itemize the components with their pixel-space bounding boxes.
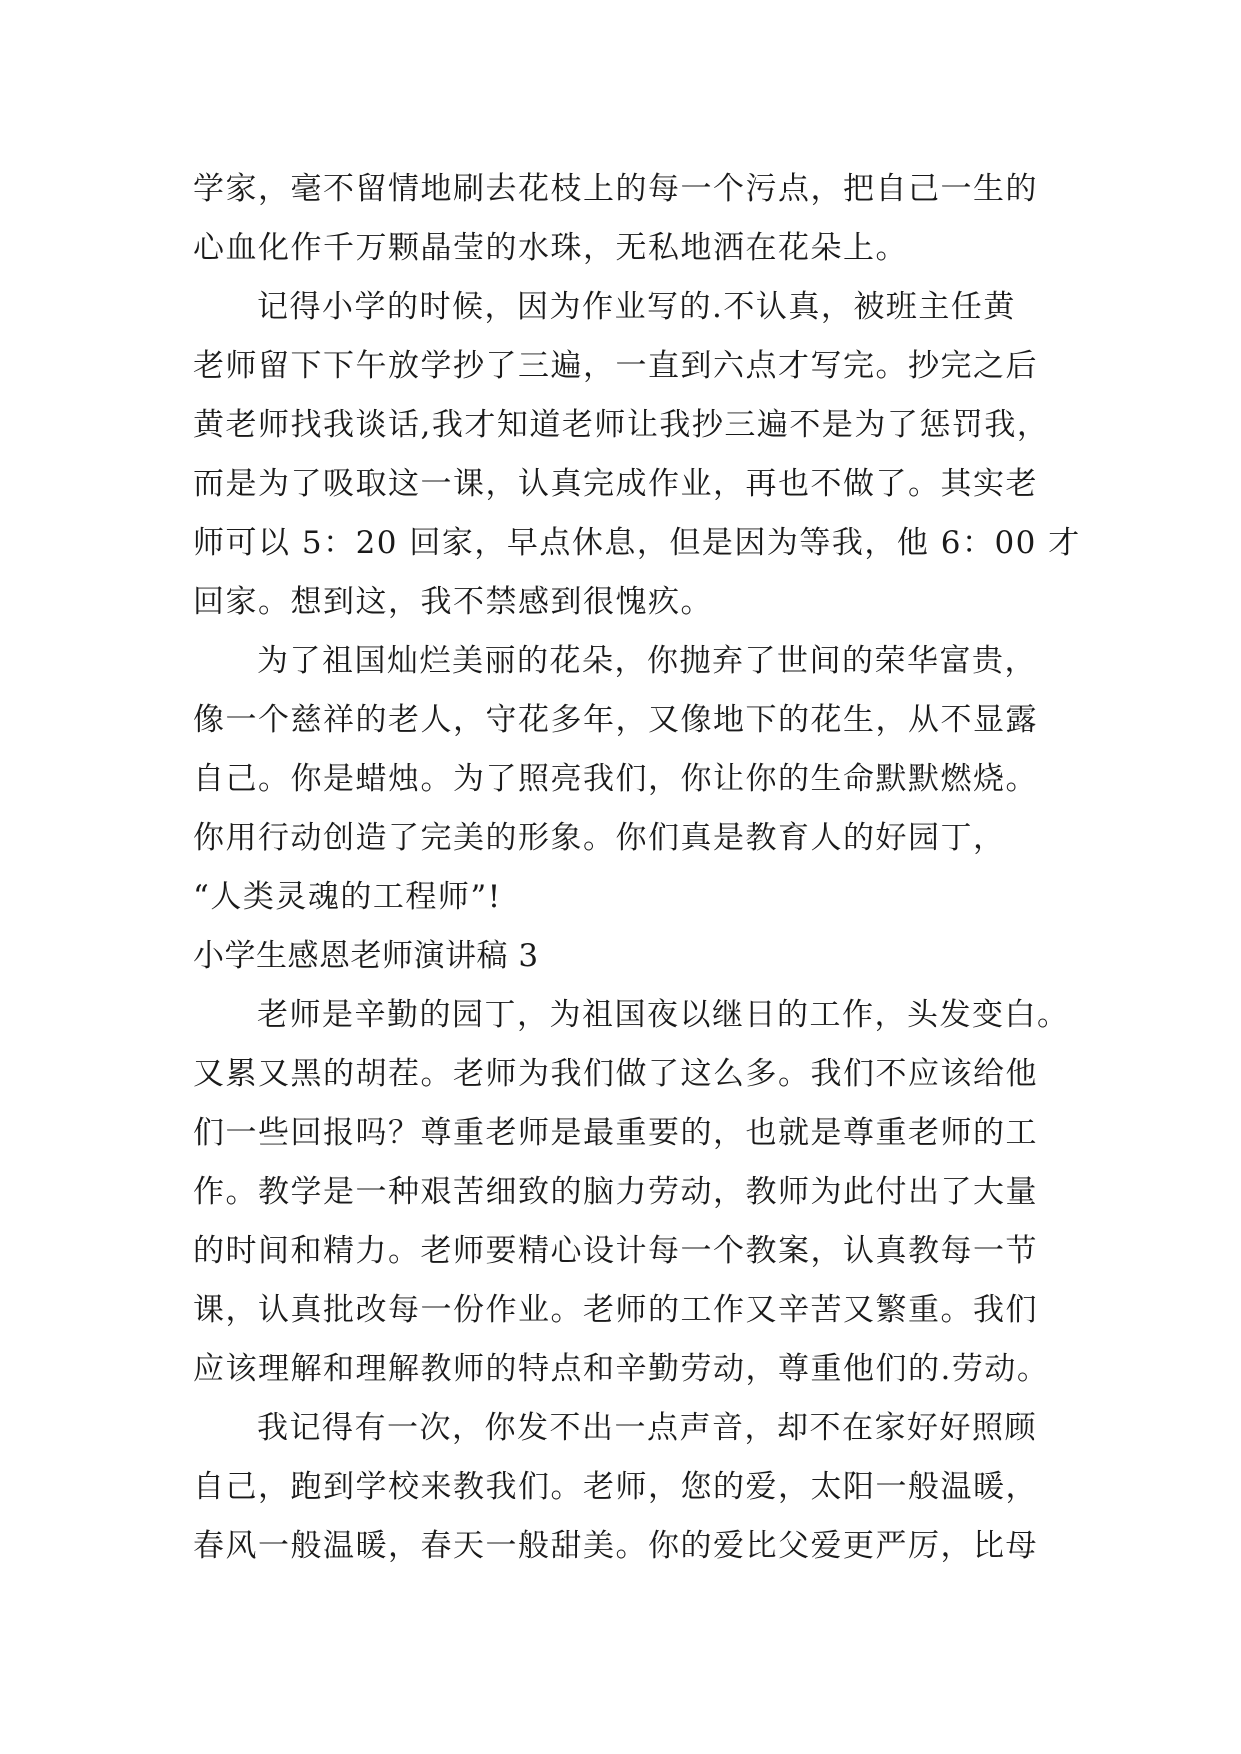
text-line: 又累又黑的胡茬。老师为我们做了这么多。我们不应该给他 — [193, 1056, 1038, 1092]
text-line: 老师留下下午放学抄了三遍，一直到六点才写完。抄完之后 — [193, 348, 1038, 384]
text-line: “人类灵魂的工程师”! — [193, 879, 502, 915]
text-line: 我记得有一次，你发不出一点声音，却不在家好好照顾 — [257, 1410, 1037, 1446]
text-line: 你用行动创造了完美的形象。你们真是教育人的好园丁， — [193, 820, 1006, 856]
text-line: 而是为了吸取这一课，认真完成作业，再也不做了。其实老 — [193, 466, 1038, 502]
text-line: 自己。你是蜡烛。为了照亮我们，你让你的生命默默燃烧。 — [193, 761, 1038, 797]
text-line: 老师是辛勤的园丁，为祖国夜以继日的工作，头发变白。 — [257, 997, 1070, 1033]
text-line: 春风一般温暖，春天一般甜美。你的爱比父爱更严厉，比母 — [193, 1528, 1038, 1564]
text-line: 回家。想到这，我不禁感到很愧疚。 — [193, 584, 713, 620]
text-line: 应该理解和理解教师的特点和辛勤劳动，尊重他们的.劳动。 — [193, 1351, 1050, 1387]
text-line: 作。教学是一种艰苦细致的脑力劳动，教师为此付出了大量 — [193, 1174, 1038, 1210]
text-line: 们一些回报吗？尊重老师是最重要的，也就是尊重老师的工 — [193, 1115, 1038, 1151]
section-heading: 小学生感恩老师演讲稿 3 — [193, 938, 539, 974]
text-line: 师可以 5：20 回家，早点休息，但是因为等我，他 6：00 才 — [193, 525, 1081, 561]
text-line: 记得小学的时候，因为作业写的.不认真，被班主任黄 — [257, 289, 1016, 325]
text-line: 学家，毫不留情地刷去花枝上的每一个污点，把自己一生的 — [193, 171, 1038, 207]
text-line: 心血化作千万颗晶莹的水珠，无私地洒在花朵上。 — [193, 230, 908, 266]
text-line: 像一个慈祥的老人，守花多年，又像地下的花生，从不显露 — [193, 702, 1038, 738]
document-body — [193, 160, 1081, 1576]
text-line: 为了祖国灿烂美丽的花朵，你抛弃了世间的荣华富贵， — [257, 643, 1037, 679]
text-line: 的时间和精力。老师要精心设计每一个教案，认真教每一节 — [193, 1233, 1038, 1269]
text-line: 黄老师找我谈话,我才知道老师让我抄三遍不是为了惩罚我， — [193, 407, 1050, 443]
text-line: 自己，跑到学校来教我们。老师，您的爱，太阳一般温暖， — [193, 1469, 1038, 1505]
text-line: 课，认真批改每一份作业。老师的工作又辛苦又繁重。我们 — [193, 1292, 1038, 1328]
